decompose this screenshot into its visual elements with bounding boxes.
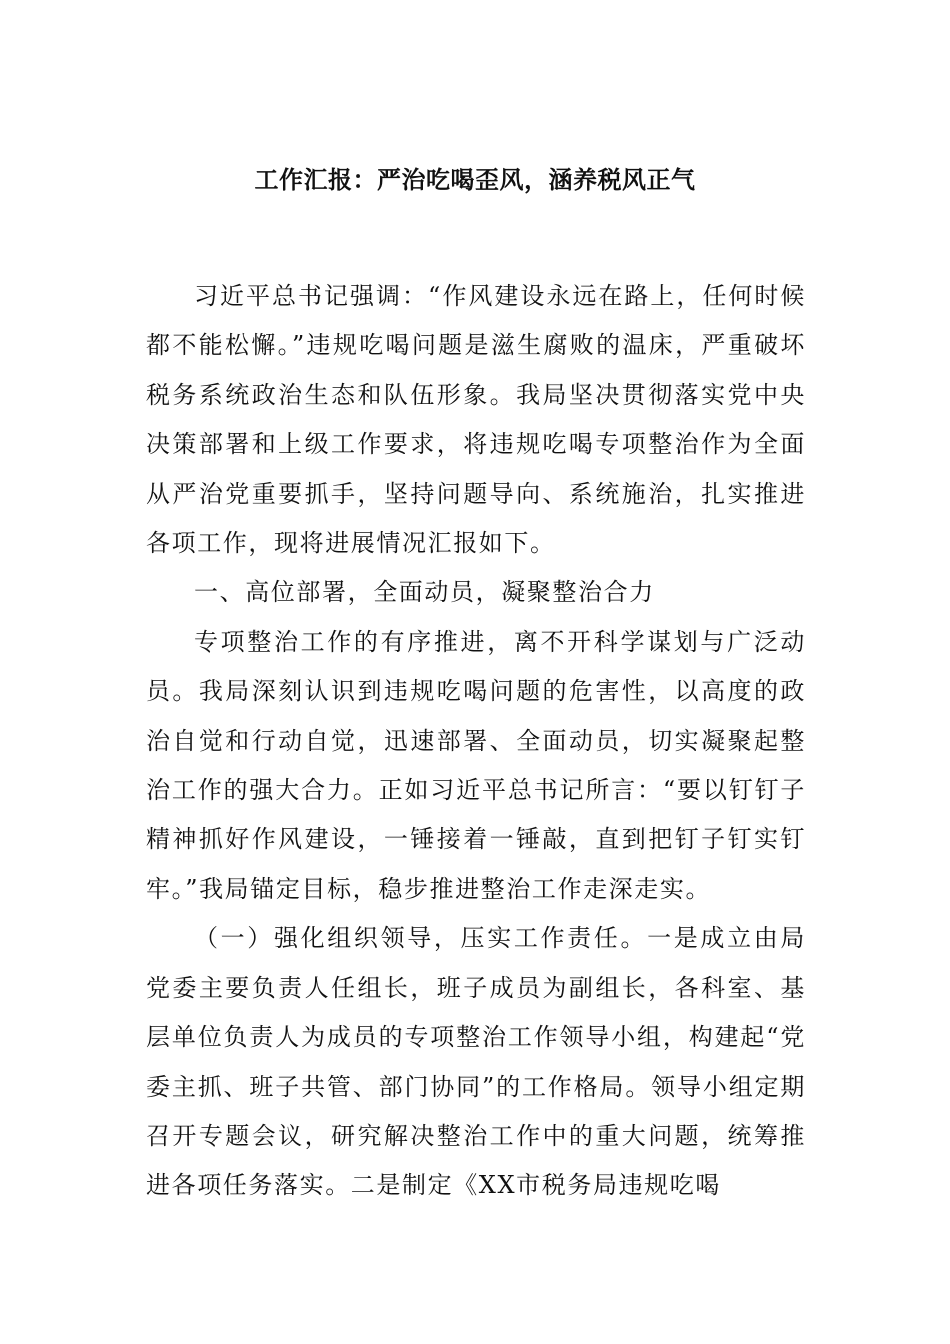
- subsection-1-paragraph: （一）强化组织领导，压实工作责任。一是成立由局党委主要负责人任组长，班子成员为副组长，各科室、基层单位负责人为成员的专项整治工作领导小组，构建起“党委主抓、班子共管、部门协同”的工作格局。领导小组定期召开专题会议，研究解决整治工作中的重大问题，统筹推进各项任务落实。二是制定《XX市税务局违规吃喝: [146, 924, 806, 1200]
- document-title: 工作汇报：严治吃喝歪风，涵养税风正气: [254, 166, 696, 194]
- section-1-paragraph: 专项整治工作的有序推进，离不开科学谋划与广泛动员。我局深刻认识到违规吃喝问题的危害性，以高度的政治自觉和行动自觉，迅速部署、全面动员，切实凝聚起整治工作的强大合力。正如习近平总书记所言：“要以钉钉子精神抓好作风建设，一锤接着一锤敲，直到把钉子钉实钉牢。”我局锚定目标，稳步推进整治工作走深走实。: [146, 627, 806, 903]
- section-heading-1: 一、高位部署，全面动员，凝聚整治合力: [194, 578, 655, 607]
- document-body: [146, 272, 806, 1211]
- intro-paragraph: 习近平总书记强调：“作风建设永远在路上，任何时候都不能松懈。”违规吃喝问题是滋生腐败的温床，严重破坏税务系统政治生态和队伍形象。我局坚决贯彻落实党中央决策部署和上级工作要求，将违规吃喝专项整治作为全面从严治党重要抓手，坚持问题导向、系统施治，扎实推进各项工作，现将进展情况汇报如下。: [146, 282, 806, 558]
